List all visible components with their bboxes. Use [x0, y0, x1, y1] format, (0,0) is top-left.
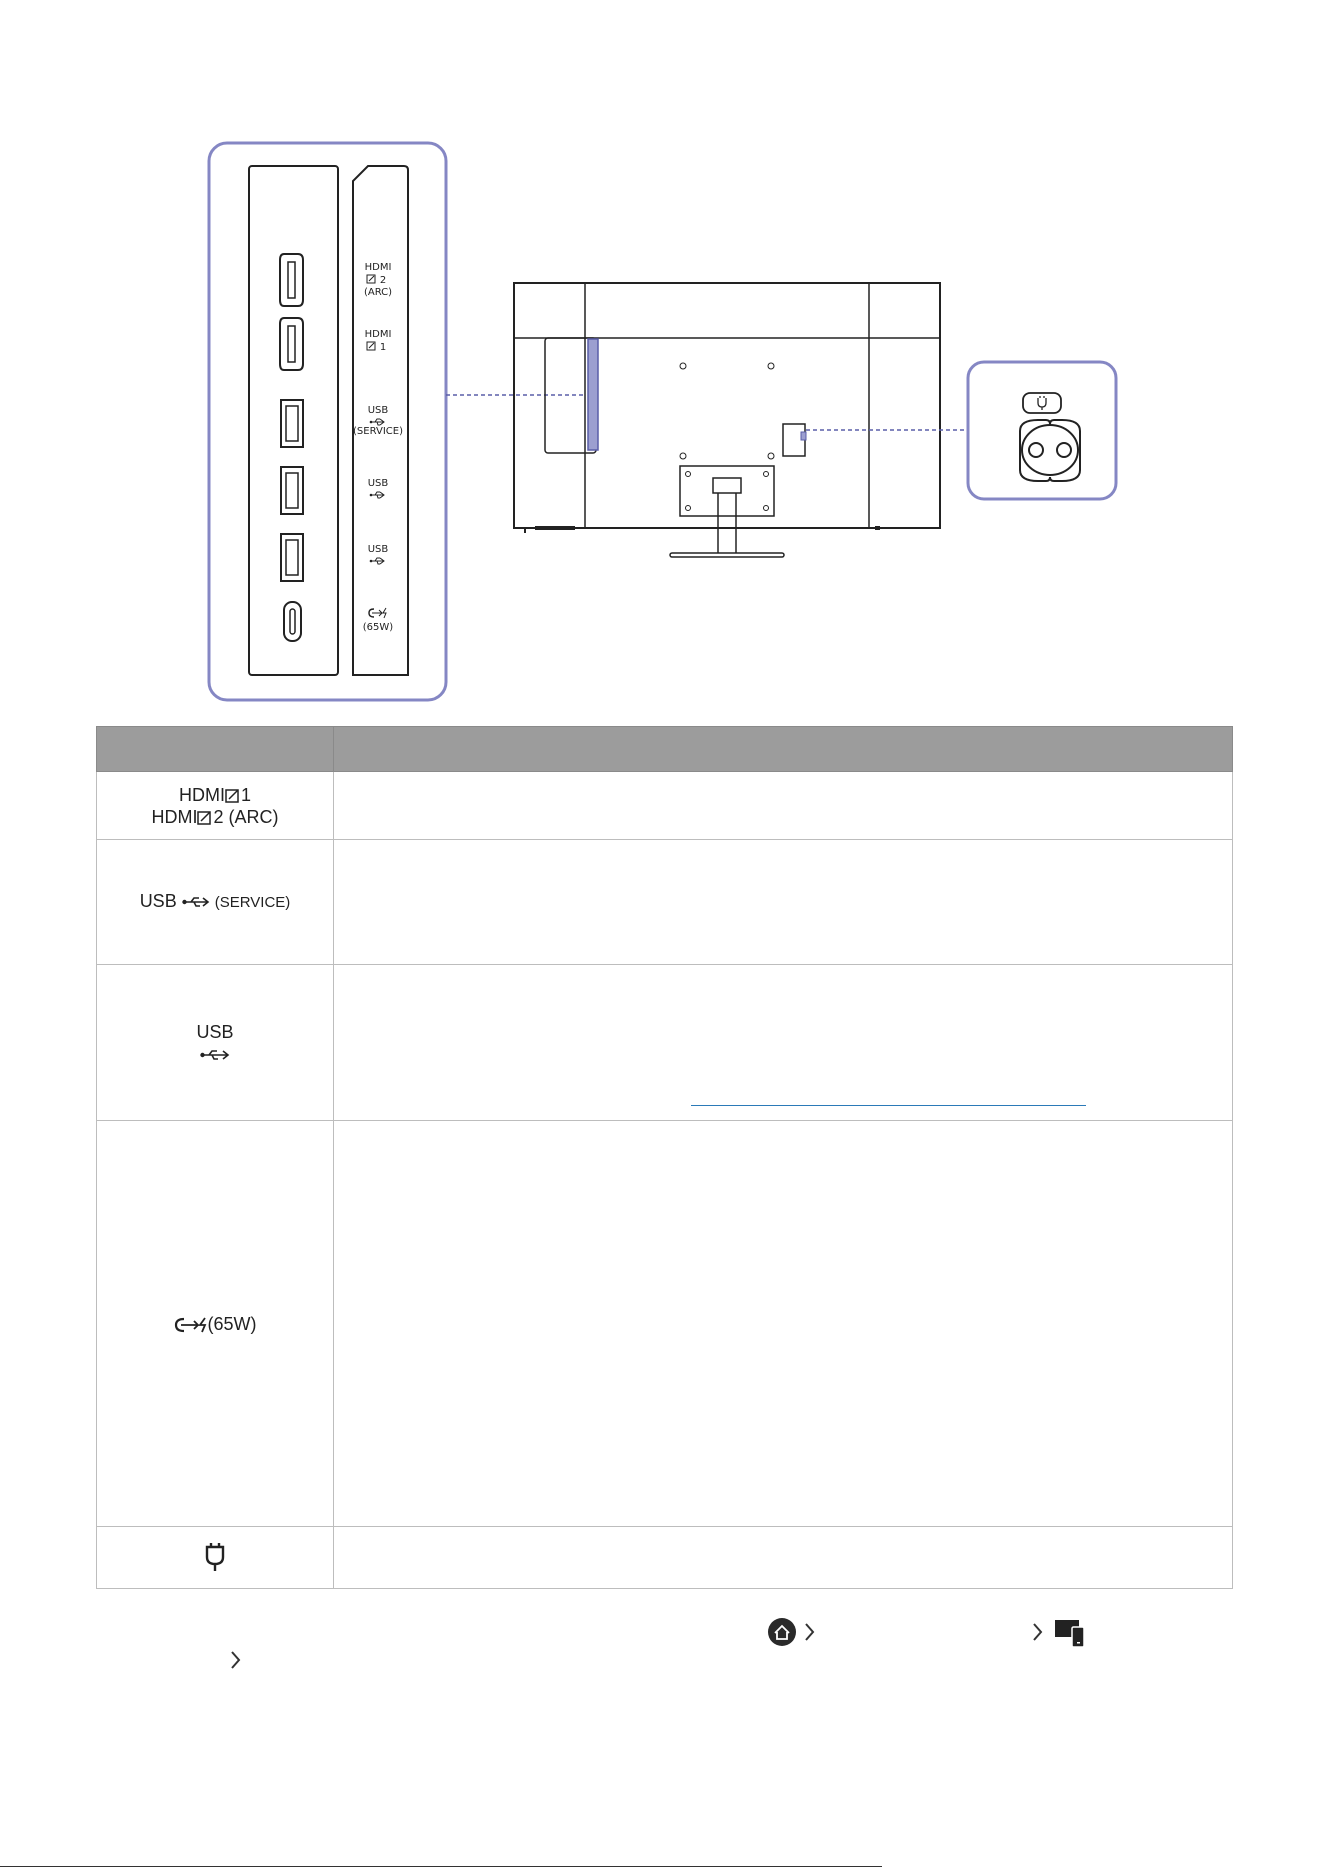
usb-icon	[370, 492, 384, 498]
hdmi-text: HDMI	[151, 806, 198, 827]
port-cell-usbc	[97, 1121, 334, 1527]
hdmi-line-1	[97, 784, 333, 806]
table-row	[97, 1527, 1233, 1589]
usb-c-port-icon	[284, 602, 301, 641]
table-row	[97, 840, 1233, 965]
table-row	[97, 1121, 1233, 1527]
port-label-usb-line1: USB	[367, 478, 389, 489]
power-plug-icon	[202, 1543, 228, 1573]
ports-panel-left	[249, 166, 338, 675]
usb-icon	[200, 1048, 230, 1062]
usbc-wattage: (65W)	[207, 1313, 257, 1334]
monitor-connections-figure	[0, 0, 1324, 720]
hdmi-port-icon	[280, 318, 303, 370]
usb-port-icon	[281, 467, 303, 514]
hdmi-number: 1	[240, 784, 251, 805]
port-cell-usb	[97, 965, 334, 1121]
usb-service-suffix: (SERVICE)	[214, 894, 291, 911]
ports-zoom-frame	[209, 143, 446, 700]
usb-port-icon	[281, 534, 303, 581]
usb-label: USB	[196, 1021, 234, 1042]
usb-icon	[182, 895, 210, 909]
table-header-row	[97, 727, 1233, 772]
header-description	[334, 727, 1233, 772]
hdmi-number: 2 (ARC)	[213, 806, 279, 827]
chevron-right-icon	[232, 1652, 239, 1668]
link-underline[interactable]	[691, 1105, 1086, 1106]
usb-c-power-icon	[369, 608, 386, 618]
description-cell	[334, 965, 1233, 1121]
hdmi-line-2	[97, 806, 333, 828]
port-cell-power	[97, 1527, 334, 1589]
description-cell	[334, 772, 1233, 840]
monitor-rear-view	[514, 283, 940, 557]
usb-icon	[370, 419, 384, 425]
hdmi-text: HDMI	[178, 784, 225, 805]
footer-navigation-path	[0, 1600, 1324, 1680]
port-cell-hdmi	[97, 772, 334, 840]
page-bottom-rule	[0, 1866, 882, 1867]
port-label-usb-service-line1: USB	[367, 405, 389, 416]
ports-panel-right	[353, 166, 408, 675]
description-cell	[334, 1121, 1233, 1527]
usb-service-label: USB	[139, 891, 177, 911]
description-cell	[334, 1527, 1233, 1589]
hdmi-cec-icon	[367, 342, 375, 350]
port-label-hdmi1-line1: HDMI	[364, 329, 392, 340]
power-zoom-frame	[968, 362, 1116, 499]
port-label-hdmi1-line2: 1	[379, 342, 387, 353]
chevron-right-icon	[1034, 1624, 1041, 1640]
home-icon	[768, 1618, 796, 1646]
usb-port-icon	[281, 400, 303, 447]
description-cell	[334, 840, 1233, 965]
port-cell-usb-service	[97, 840, 334, 965]
connection-table	[96, 726, 1233, 1589]
usb-c-power-icon	[174, 1316, 208, 1334]
port-label-hdmi2-line1: HDMI	[364, 262, 392, 273]
port-label-usb-service-line2: (SERVICE)	[353, 426, 403, 437]
port-label-hdmi2-line2: 2	[379, 275, 387, 286]
port-label-hdmi2-line3: (ARC)	[363, 287, 393, 298]
power-plug-icon	[1038, 396, 1046, 410]
header-port	[97, 727, 334, 772]
hdmi-cec-icon	[197, 810, 213, 826]
table-row	[97, 772, 1233, 840]
hdmi-cec-icon	[367, 275, 375, 283]
port-label-usbc-line1: (65W)	[362, 622, 394, 633]
usb-icon	[370, 558, 384, 564]
hdmi-cec-icon	[225, 788, 241, 804]
power-inlet	[1020, 420, 1080, 481]
hdmi-port-icon	[280, 254, 303, 306]
chevron-right-icon	[806, 1624, 813, 1640]
table-row	[97, 965, 1233, 1121]
port-label-usb-line1: USB	[367, 544, 389, 555]
connected-devices-icon	[1055, 1620, 1084, 1647]
